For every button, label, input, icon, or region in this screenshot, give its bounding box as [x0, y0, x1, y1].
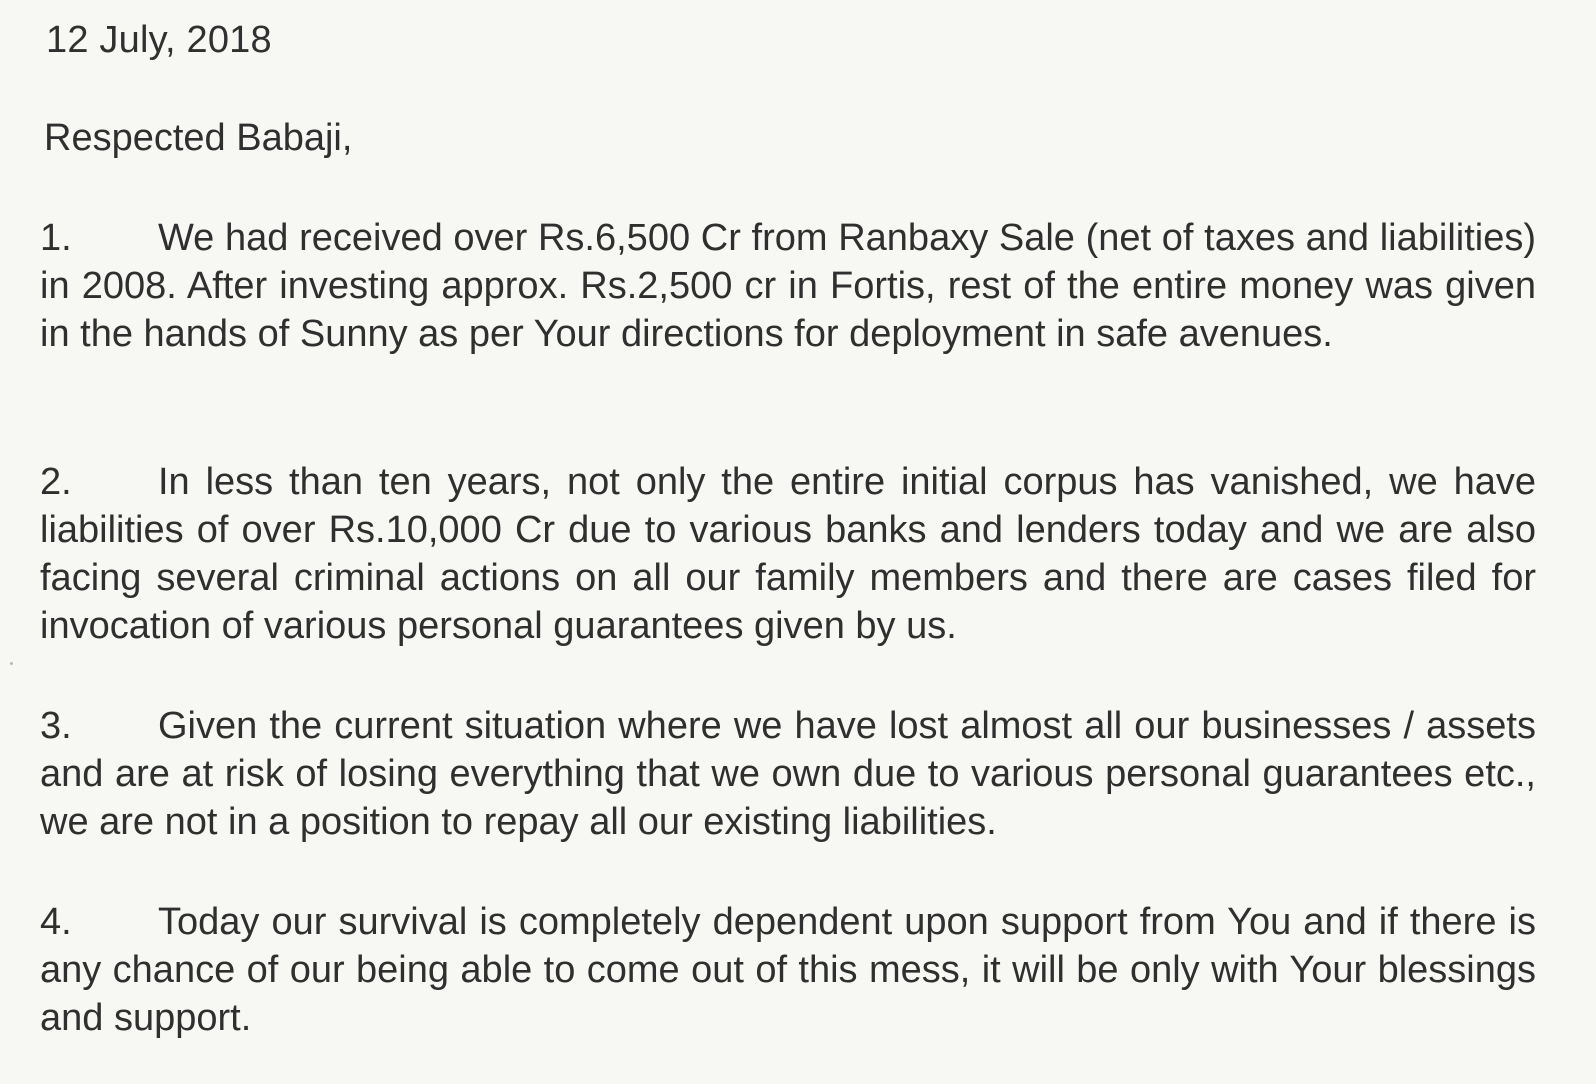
paper-speck — [10, 662, 13, 665]
letter-salutation: Respected Babaji, — [44, 117, 353, 159]
letter-date: 12 July, 2018 — [46, 19, 272, 61]
paragraph-number: 4. — [40, 901, 72, 943]
paragraph-number: 2. — [40, 461, 72, 503]
paragraph-text: In less than ten years, not only the entire initial corpus has vanished, we have liabilities of over Rs.10,000 Cr due to various banks and lenders today and we are also facing several criminal actions on all our family members and there are cases filed for invocation of various personal guarantees given by us. — [40, 461, 1536, 647]
paragraph-3 — [40, 702, 1536, 846]
paragraph-number: 1. — [40, 217, 72, 259]
paragraph-number: 3. — [40, 705, 72, 747]
paragraph-text: Given the current situation where we have lost almost all our businesses / assets and are at risk of losing everything that we own due to various personal guarantees etc., we are not in a position to repay all our existing liabilities. — [40, 705, 1536, 843]
paragraph-2 — [40, 458, 1536, 650]
paragraph-text: We had received over Rs.6,500 Cr from Ranbaxy Sale (net of taxes and liabilities) in 2008. After investing approx. Rs.2,500 cr in Fortis, rest of the entire money was given in the hands of Sunny as per Your directions for deployment in safe avenues. — [40, 217, 1536, 355]
paragraph-1 — [40, 214, 1536, 358]
paragraph-4 — [40, 898, 1536, 1042]
paragraph-text: Today our survival is completely dependent upon support from You and if there is any chance of our being able to come out of this mess, it will be only with Your blessings and support. — [40, 901, 1536, 1039]
